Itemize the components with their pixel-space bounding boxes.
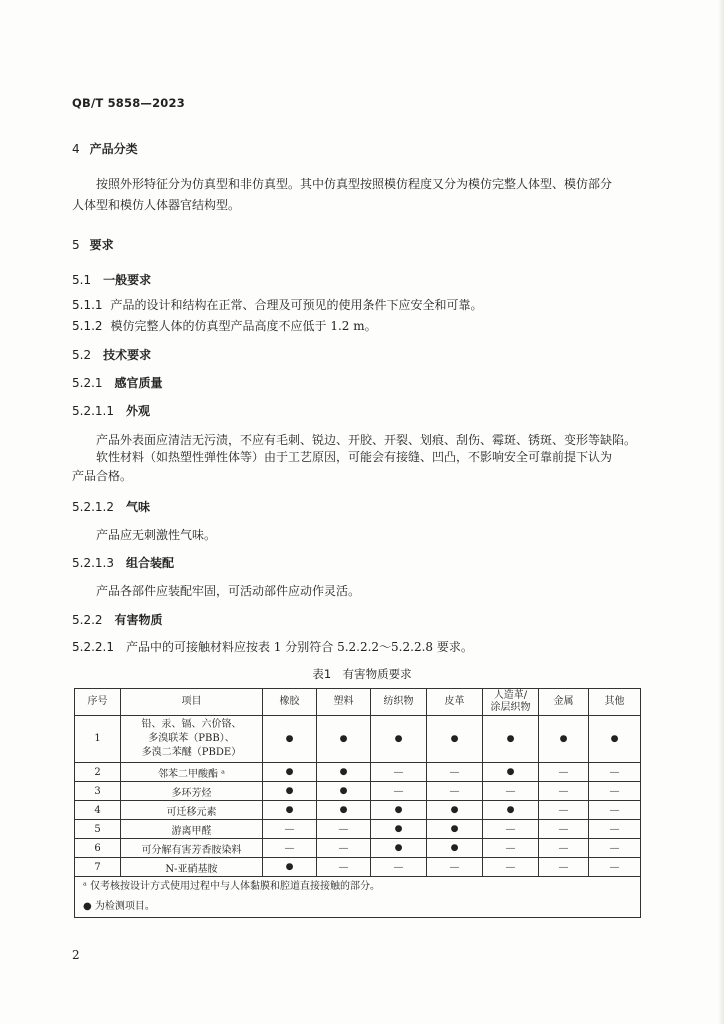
table-cell: ● [263,858,317,877]
section-5-heading [72,236,114,253]
paragraph: 按照外形特征分为仿真型和非仿真型。其中仿真型按照模仿程度又分为模仿完整人体型、模仿部分 [96,177,613,191]
hazardous-substances-table [74,688,641,918]
clause-5-1-1 [72,296,483,313]
table-cell: — [539,820,589,839]
row-item [121,716,263,763]
table-cell: ● [263,716,317,763]
table-cell: — [589,763,641,782]
row-number: 1 [75,716,121,763]
header-cell: 项目 [121,689,263,716]
row-number: 3 [75,782,121,801]
table-cell: ● [483,763,539,782]
table-cell: ● [483,801,539,820]
table-row [75,820,641,839]
section-title: 感官质量 [114,376,163,390]
table-cell: — [317,839,371,858]
table-cell: ● [371,820,427,839]
table-cell: ● [427,820,483,839]
row-number: 6 [75,839,121,858]
section-title: 产品分类 [89,142,138,156]
table-cell: — [371,763,427,782]
table-cell: — [483,820,539,839]
section-number: 5.2.2 [72,613,103,627]
table-cell: ● [263,763,317,782]
table-row [75,716,641,763]
header-cell [483,689,539,716]
table-cell: — [263,839,317,858]
clause-5-2-2-1 [72,638,473,655]
table-cell: ● [317,763,371,782]
table-cell: — [483,858,539,877]
paragraph: 软性材料（如热塑性弹性体等）由于工艺原因，可能会有接缝、凹凸，不影响安全可靠前提下认为 [96,450,613,464]
clause-number: 5.1.2 [72,319,103,333]
section-title: 技术要求 [103,348,152,362]
table-row [75,839,641,858]
table-cell: — [427,858,483,877]
section-number: 5.2.1.1 [72,404,114,418]
table-cell: ● [371,839,427,858]
table-row [75,763,641,782]
section-5-2-2-heading [72,611,163,628]
section-number: 5.1 [72,273,92,287]
table-cell: — [589,782,641,801]
section-number: 5.2.1.3 [72,556,114,570]
section-number: 5.2.1.2 [72,500,114,514]
table-cell: — [539,801,589,820]
table-cell: — [589,839,641,858]
table-cell: ● [371,801,427,820]
page-number: 2 [72,948,80,962]
header-line: 涂层织物 [490,702,531,713]
clause-text: 产品的设计和结构在正常、合理及可预见的使用条件下应安全和可靠。 [110,298,483,312]
row-item: 可分解有害芳香胺染料 [121,839,263,858]
table-cell: ● [539,716,589,763]
section-5-2-1-2-heading [72,498,150,515]
table-cell: ● [317,716,371,763]
header-cell: 其他 [589,689,641,716]
paragraph: 产品合格。 [72,469,133,483]
row-number: 5 [75,820,121,839]
table-cell: — [589,858,641,877]
header-cell: 纺织物 [371,689,427,716]
section-5-2-heading [72,346,151,363]
section-number: 5.2.1 [72,376,103,390]
table-cell: — [427,763,483,782]
row-item: 游离甲醛 [121,820,263,839]
table-cell: — [539,782,589,801]
section-5-2-1-3-heading [72,554,174,571]
section-number: 5.2 [72,348,92,362]
row-number: 7 [75,858,121,877]
table-row [75,858,641,877]
table-notes [75,877,641,918]
section-number: 4 [72,142,80,156]
table-cell: — [263,820,317,839]
row-item: 可迁移元素 [121,801,263,820]
header-cell: 金属 [539,689,589,716]
section-title: 有害物质 [114,613,163,627]
table-cell: — [539,763,589,782]
table-cell: — [371,782,427,801]
standard-code-header: QB/T 5858—2023 [72,96,185,110]
clause-number: 5.2.2.1 [72,640,114,654]
row-number: 4 [75,801,121,820]
table-cell: — [589,820,641,839]
row-item: 邻苯二甲酸酯 ᵃ [121,763,263,782]
table-cell: ● [427,716,483,763]
item-line: 多溴联苯（PBB）、 [148,733,235,744]
table-cell: ● [483,716,539,763]
item-line: 铅、汞、镉、六价铬、 [141,719,242,730]
section-4-heading [72,140,138,157]
table-cell: — [539,839,589,858]
header-cell: 橡胶 [263,689,317,716]
table-cell: ● [317,782,371,801]
table-cell: ● [263,782,317,801]
section-title: 要求 [89,238,114,252]
section-5-2-1-1-heading [72,402,150,419]
table-row [75,782,641,801]
section-title: 外观 [125,404,150,418]
item-line: 多溴二苯醚（PBDE） [141,747,242,758]
table-cell: — [317,820,371,839]
table-cell: — [317,858,371,877]
table-note: ● 为检测项目。 [83,901,155,912]
clause-text: 模仿完整人体的仿真型产品高度不应低于 1.2 m。 [110,319,377,333]
table-caption: 表1 有害物质要求 [312,667,412,681]
section-title: 组合装配 [125,556,174,570]
section-number: 5 [72,238,80,252]
row-item: N-亚硝基胺 [121,858,263,877]
paragraph: 产品外表面应清洁无污渍，不应有毛刺、锐边、开胶、开裂、划痕、刮伤、霉斑、锈斑、变形等缺陷。 [96,433,637,447]
table-header-row [75,689,641,716]
table-cell: — [483,839,539,858]
clause-text: 产品中的可接触材料应按表 1 分别符合 5.2.2.2～5.2.2.8 要求。 [125,640,473,654]
header-cell: 序号 [75,689,121,716]
header-cell: 塑料 [317,689,371,716]
clause-number: 5.1.1 [72,298,103,312]
page-edge-shadow [718,0,724,1024]
table-cell: ● [263,801,317,820]
table-cell: ● [589,716,641,763]
table-cell: ● [427,801,483,820]
paragraph: 人体型和模仿人体器官结构型。 [72,198,241,212]
table-cell: ● [317,801,371,820]
table-cell: — [539,858,589,877]
header-cell: 皮革 [427,689,483,716]
table-cell: — [483,782,539,801]
table-cell: — [371,858,427,877]
table-row [75,801,641,820]
header-line: 人造革/ [493,690,528,701]
paragraph: 产品各部件应装配牢固，可活动部件应动作灵活。 [96,584,361,598]
section-title: 一般要求 [103,273,152,287]
table-cell: ● [371,716,427,763]
section-5-1-heading [72,271,151,288]
section-5-2-1-heading [72,374,163,391]
section-title: 气味 [125,500,150,514]
clause-5-1-2 [72,317,377,334]
row-item: 多环芳烃 [121,782,263,801]
row-number: 2 [75,763,121,782]
table-cell: — [589,801,641,820]
table-cell: ● [427,839,483,858]
table-note: ᵃ 仅考核按设计方式使用过程中与人体黏膜和腔道直接接触的部分。 [83,881,381,892]
table-cell: — [427,782,483,801]
paragraph: 产品应无刺激性气味。 [96,528,217,542]
table-notes-row [75,877,641,918]
